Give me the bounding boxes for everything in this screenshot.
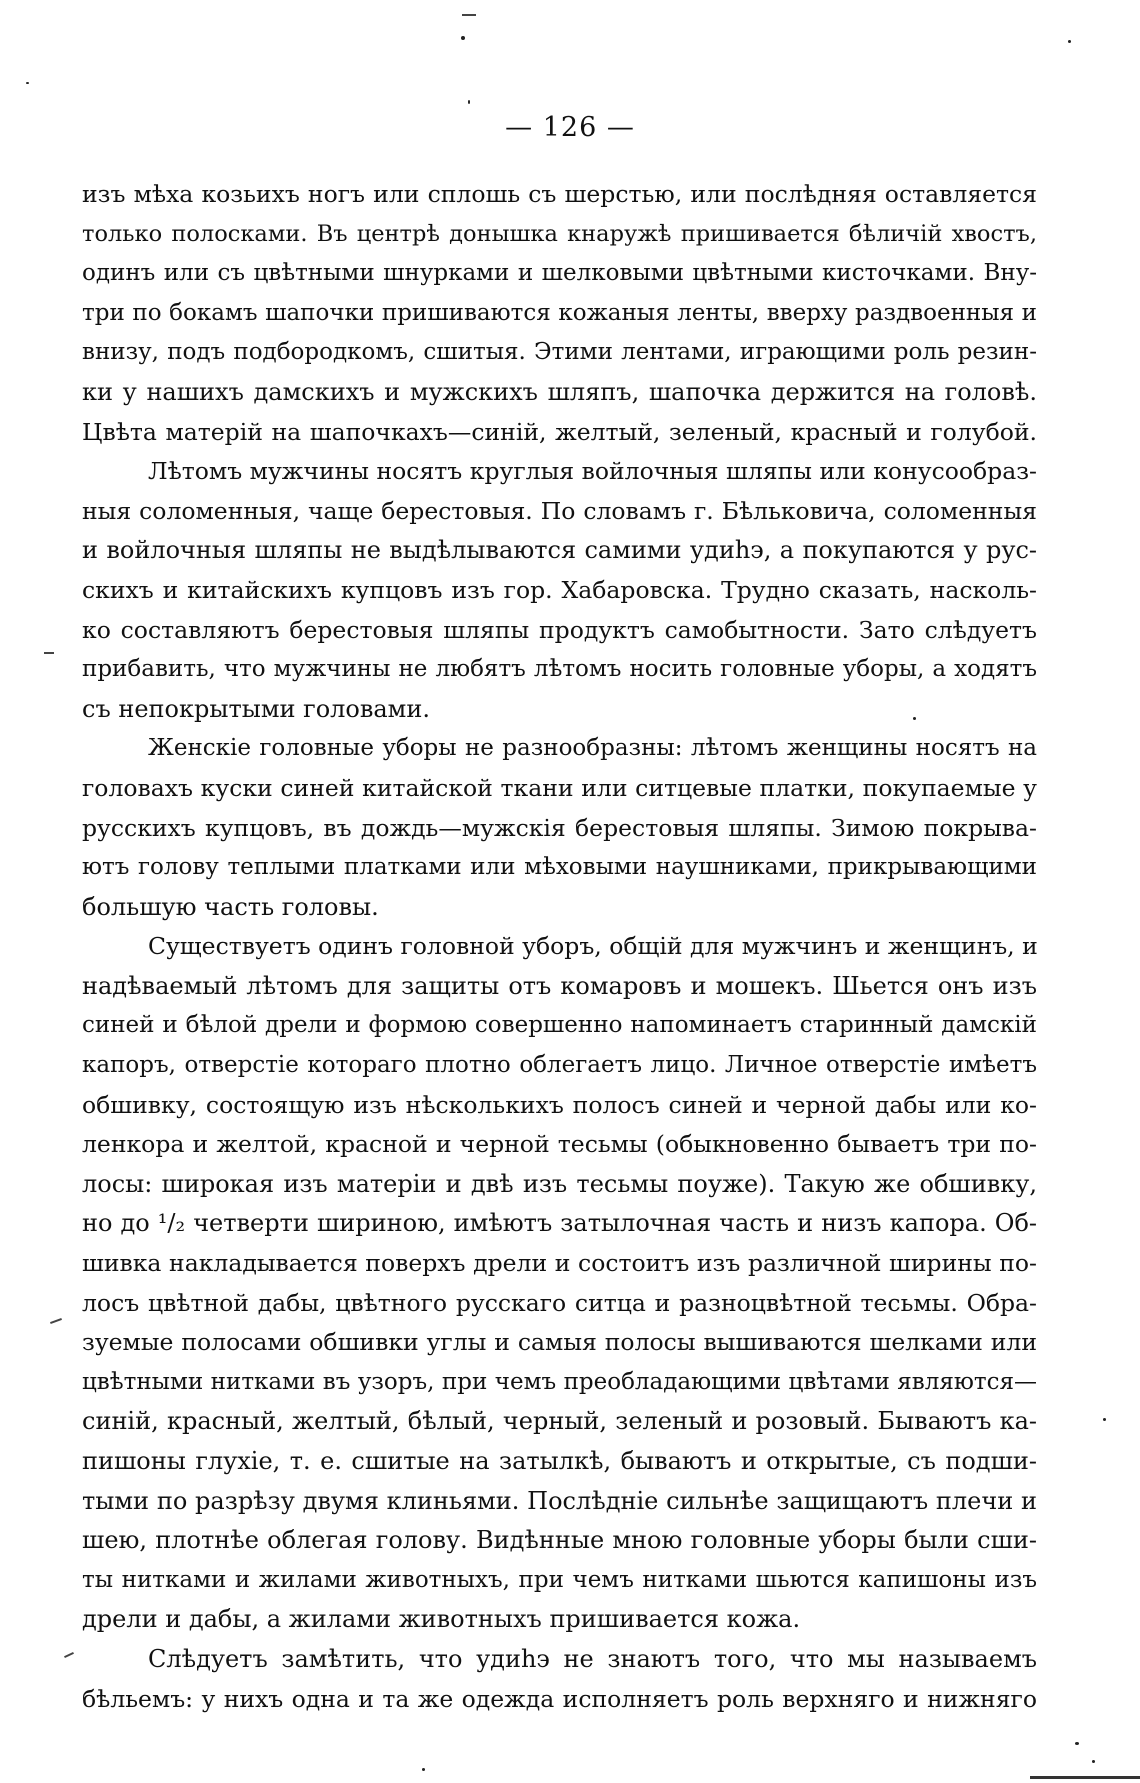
paragraph-first-line: Лѣтомъ мужчины носятъ круглыя войлочныя шляпы или конусообраз- (148, 457, 1037, 486)
scan-speck (26, 82, 29, 84)
text-line: зуемые полосами обшивки углы и самыя полосы вышиваются шелками или (82, 1328, 1037, 1357)
text-line: ленкора и желтой, красной и черной тесьмы (обыкновенно бываетъ три по- (82, 1130, 1037, 1159)
paragraph-first-line: Слѣдуетъ замѣтить, что удиһэ не знаютъ того, что мы называемъ (148, 1644, 1037, 1673)
scan-speck (1068, 40, 1071, 43)
text-line: синій, красный, желтый, бѣлый, черный, зеленый и розовый. Бываютъ ка- (82, 1407, 1037, 1436)
body-text (82, 175, 1037, 1719)
text-line: ныя соломенныя, чаще берестовыя. По словамъ г. Бѣльковича, соломенныя (82, 496, 1037, 525)
text-line: лосы: широкая изъ матеріи и двѣ изъ тесьмы поуже). Такую же обшивку, (82, 1169, 1037, 1198)
page-number: — 126 — (505, 112, 635, 143)
text-line: головахъ куски синей китайской ткани или ситцевые платки, покупаемые у (82, 773, 1037, 802)
text-line: цвѣтными нитками въ узоръ, при чемъ преобладающими цвѣтами являются— (82, 1368, 1037, 1395)
text-line: синей и бѣлой дрели и формою совершенно напоминаетъ старинный дамскій (82, 1012, 1037, 1039)
margin-scan-mark (50, 1318, 62, 1324)
scan-speck (461, 36, 465, 40)
paragraph-last-line: дрели и дабы, а жилами животныхъ пришивается кожа. (82, 1605, 801, 1634)
paragraph-first-line: Женскіе головные уборы не разнообразны: лѣтомъ женщины носятъ на (148, 735, 1037, 762)
text-line: одинъ или съ цвѣтными шнурками и шелковыми цвѣтными кисточками. Вну- (82, 260, 1037, 287)
text-line: надѣваемый лѣтомъ для защиты отъ комаровъ и мошекъ. Шьется онъ изъ (82, 971, 1037, 1000)
text-line: ко составляютъ берестовыя шляпы продуктъ самобытности. Зато слѣдуетъ (82, 615, 1037, 644)
paragraph-last-line: большую часть головы. (82, 892, 379, 921)
paragraph-first-line: Существуетъ одинъ головной уборъ, общій для мужчинъ и женщинъ, и (148, 932, 1038, 961)
scan-speck (1075, 1742, 1079, 1745)
corner-scan-rule (1030, 1776, 1140, 1779)
text-line: русскихъ купцовъ, въ дождь—мужскія берестовыя шляпы. Зимою покрыва- (82, 813, 1037, 842)
margin-scan-mark (44, 652, 54, 654)
text-line: но до ¹/₂ четверти шириною, имѣютъ затылочная часть и низъ капора. Об- (82, 1209, 1037, 1238)
text-line: лосъ цвѣтной дабы, цвѣтного русскаго ситца и разноцвѣтной тесьмы. Обра- (82, 1288, 1037, 1317)
scan-speck (1092, 1760, 1095, 1763)
text-line: обшивку, состоящую изъ нѣсколькихъ полосъ синей и черной дабы или ко- (82, 1090, 1037, 1119)
scan-speck (422, 1768, 425, 1771)
text-line: прибавить, что мужчины не любятъ лѣтомъ носить головные уборы, а ходятъ (82, 656, 1037, 683)
text-line: шивка накладывается поверхъ дрели и состоитъ изъ различной ширины по- (82, 1249, 1037, 1278)
margin-scan-mark (64, 1652, 74, 1658)
text-line: Цвѣта матерій на шапочкахъ—синій, желтый, зеленый, красный и голубой. (82, 417, 1037, 446)
text-line: ютъ голову теплыми платками или мѣховыми наушниками, прикрывающими (82, 854, 1037, 881)
text-line: ки у нашихъ дамскихъ и мужскихъ шляпъ, шапочка держится на головѣ. (82, 377, 1037, 406)
text-line: три по бокамъ шапочки пришиваются кожаныя ленты, вверху раздвоенныя и (82, 299, 1037, 326)
text-line: скихъ и китайскихъ купцовъ изъ гор. Хабаровска. Трудно сказать, насколь- (82, 575, 1037, 604)
text-line: пишоны глухіе, т. е. сшитые на затылкѣ, бываютъ и открытые, съ подши- (82, 1447, 1037, 1475)
top-scan-mark (462, 14, 476, 16)
scan-speck (1103, 1418, 1106, 1421)
scan-speck (468, 100, 470, 104)
text-line: изъ мѣха козьихъ ногъ или сплошь съ шерстью, или послѣдняя оставляется (82, 180, 1037, 208)
text-line: и войлочныя шляпы не выдѣлываются самими удиһэ, а покупаются у рус- (82, 536, 1037, 565)
text-line: только полосками. Въ центрѣ донышка кнаружѣ пришивается бѣличій хвостъ, (82, 220, 1037, 247)
text-line: шею, плотнѣе облегая голову. Видѣнные мною головные уборы были сши- (82, 1526, 1037, 1555)
text-line: тыми по разрѣзу двумя клиньями. Послѣдніе сильнѣе защищаютъ плечи и (82, 1486, 1037, 1515)
paragraph-last-line: съ непокрытыми головами. (82, 694, 430, 723)
text-line: внизу, подъ подбородкомъ, сшитыя. Этими лентами, играющими роль резин- (82, 339, 1037, 366)
text-line: ты нитками и жилами животныхъ, при чемъ нитками шьются капишоны изъ (82, 1566, 1037, 1593)
text-line: капоръ, отверстіе котораго плотно облегаетъ лицо. Личное отверстіе имѣетъ (82, 1052, 1037, 1079)
text-line: бѣльемъ: у нихъ одна и та же одежда исполняетъ роль верхняго и нижняго (82, 1684, 1037, 1713)
